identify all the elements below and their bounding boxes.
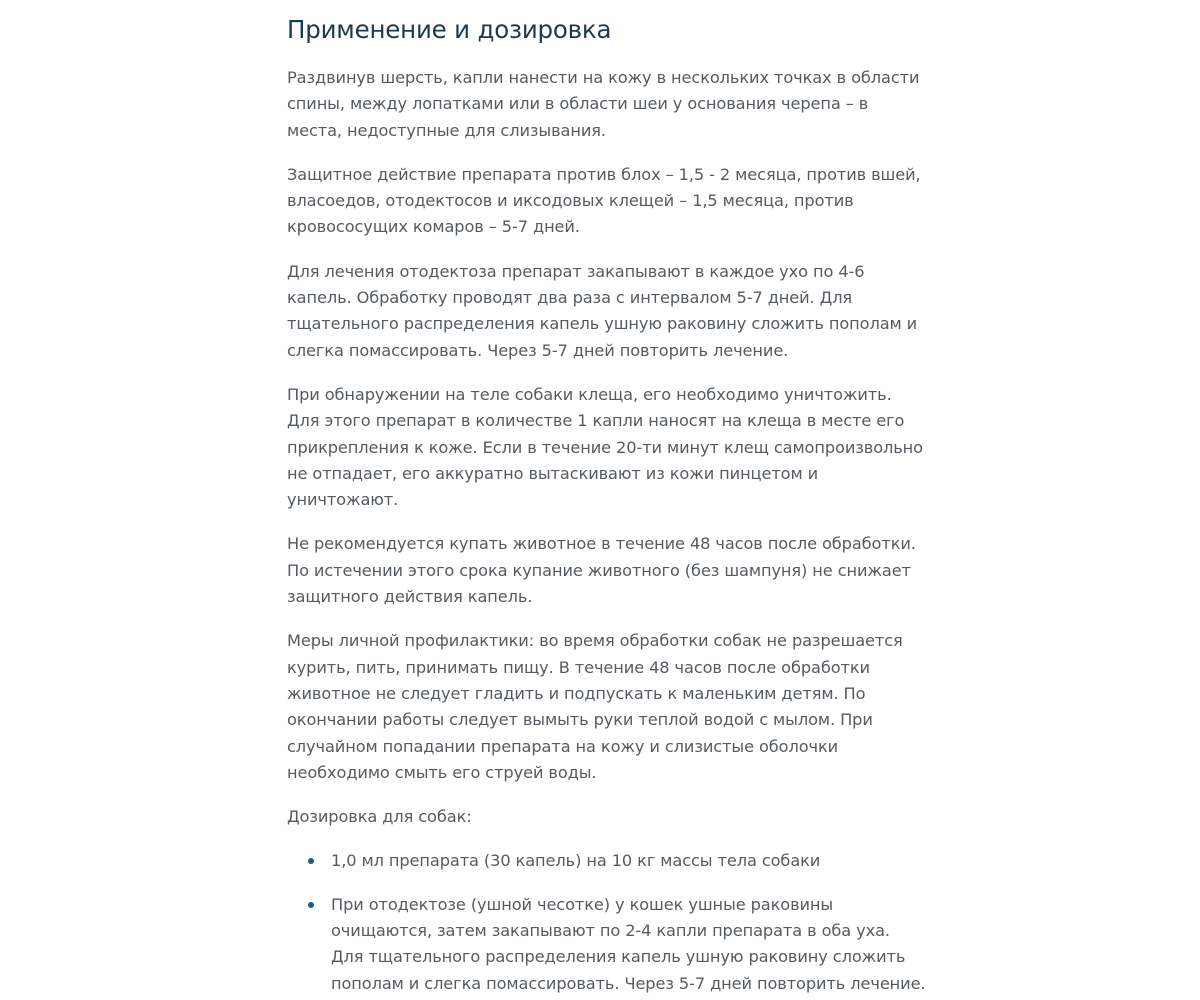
list-item	[287, 848, 927, 874]
usage-dosage-section	[287, 10, 927, 997]
list-item-text: При отодектозе (ушной чесотке) у кошек ушные раковины очищаются, затем закапывают по 2-4 капли препарата в оба уха. Для тщательного распределения капель ушную раковину сложить пополам и слегка помассировать. Через 5-7 дней повторить лечение.	[331, 894, 926, 993]
paragraph-dosage-intro: Дозировка для собак:	[287, 807, 472, 827]
bullet-icon	[308, 858, 314, 864]
paragraph-bathing: Не рекомендуется купать животное в течение 48 часов после обработки. По истечении этого срока купание животного (без шампуня) не снижает защитного действия капель.	[287, 534, 916, 607]
dosage-list	[287, 848, 927, 996]
paragraph-tick-removal: При обнаружении на теле собаки клеща, его необходимо уничтожить. Для этого препарат в количестве 1 капли наносят на клеща в месте его прикрепления к коже. Если в течение 20-ти минут клещ самопроизвольно не отпадает, его аккуратно вытаскивают из кожи пинцетом и уничтожают.	[287, 384, 923, 510]
paragraph-protection-duration: Защитное действие препарата против блох – 1,5 - 2 месяца, против вшей, власоедов, отодектосов и иксодовых клещей – 1,5 месяца, против кровососущих комаров – 5-7 дней.	[287, 164, 921, 237]
paragraph-personal-precautions: Меры личной профилактики: во время обработки собак не разрешается курить, пить, принимать пищу. В течение 48 часов после обработки животное не следует гладить и подпускать к маленьким детям. По окончании работы следует вымыть руки теплой водой с мылом. При случайном попадании препарата на кожу и слизистые оболочки необходимо смыть его струей воды.	[287, 631, 903, 782]
list-item-text: 1,0 мл препарата (30 капель) на 10 кг массы тела собаки	[331, 851, 821, 871]
paragraph-otodectosis-treatment: Для лечения отодектоза препарат закапывают в каждое ухо по 4-6 капель. Обработку проводят два раза с интервалом 5-7 дней. Для тщательного распределения капель ушную раковину сложить пополам и слегка помассировать. Через 5-7 дней повторить лечение.	[287, 261, 918, 360]
bullet-icon	[308, 902, 314, 908]
paragraph-application: Раздвинув шерсть, капли нанести на кожу в нескольких точках в области спины, между лопатками или в области шеи у основания черепа – в места, недоступные для слизывания.	[287, 68, 920, 140]
list-item	[287, 892, 927, 997]
section-heading: Применение и дозировка	[287, 15, 612, 44]
